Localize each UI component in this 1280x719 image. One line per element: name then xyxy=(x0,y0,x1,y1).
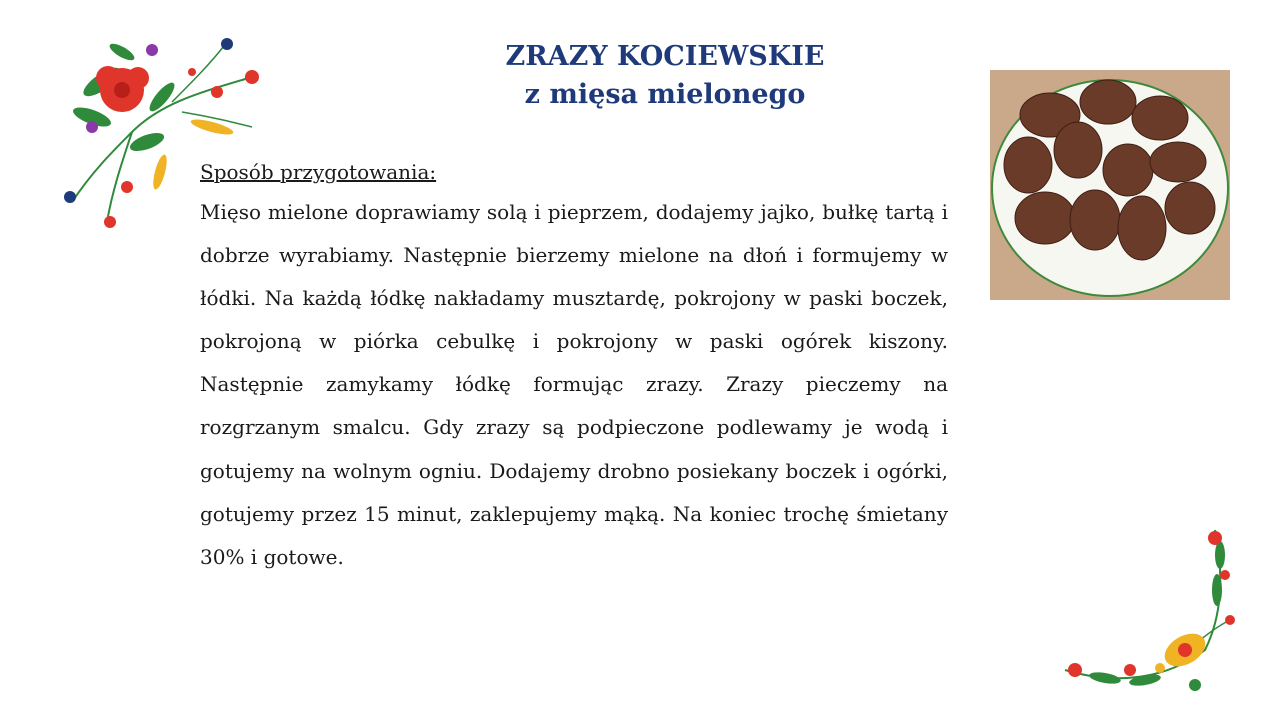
section-heading: Sposób przygotowania: xyxy=(200,160,437,184)
page-title xyxy=(360,38,970,114)
floral-ornament-bottom-right-icon xyxy=(1045,520,1245,705)
plate-of-zrazy-photo-icon xyxy=(990,70,1230,300)
recipe-content xyxy=(200,153,948,579)
instructions-text: Mięso mielone doprawiamy solą i pieprzem, dodajemy jajko, bułkę tartą i dobrze wyrabiamy. Następnie bierzemy mielone na dłoń i formujemy w łódki. Na każdą łódkę nakładamy musztardę, pokrojony w paski boczek, pokrojoną w piórka cebulkę i pokrojony w paski ogórek kiszony. Następnie zamykamy łódkę formując zrazy. Zrazy pieczemy na rozgrzanym smalcu. Gdy zrazy są podpieczone podlewamy je wodą i gotujemy na wolnym ogniu. Dodajemy drobno posiekany boczek i ogórki, gotujemy przez 15 minut, zaklepujemy mąką. Na koniec trochę śmietany 30% i gotowe. xyxy=(200,200,948,569)
title-line-1: ZRAZY KOCIEWSKIE xyxy=(505,41,825,72)
title-line-2: z mięsa mielonego xyxy=(524,79,806,110)
